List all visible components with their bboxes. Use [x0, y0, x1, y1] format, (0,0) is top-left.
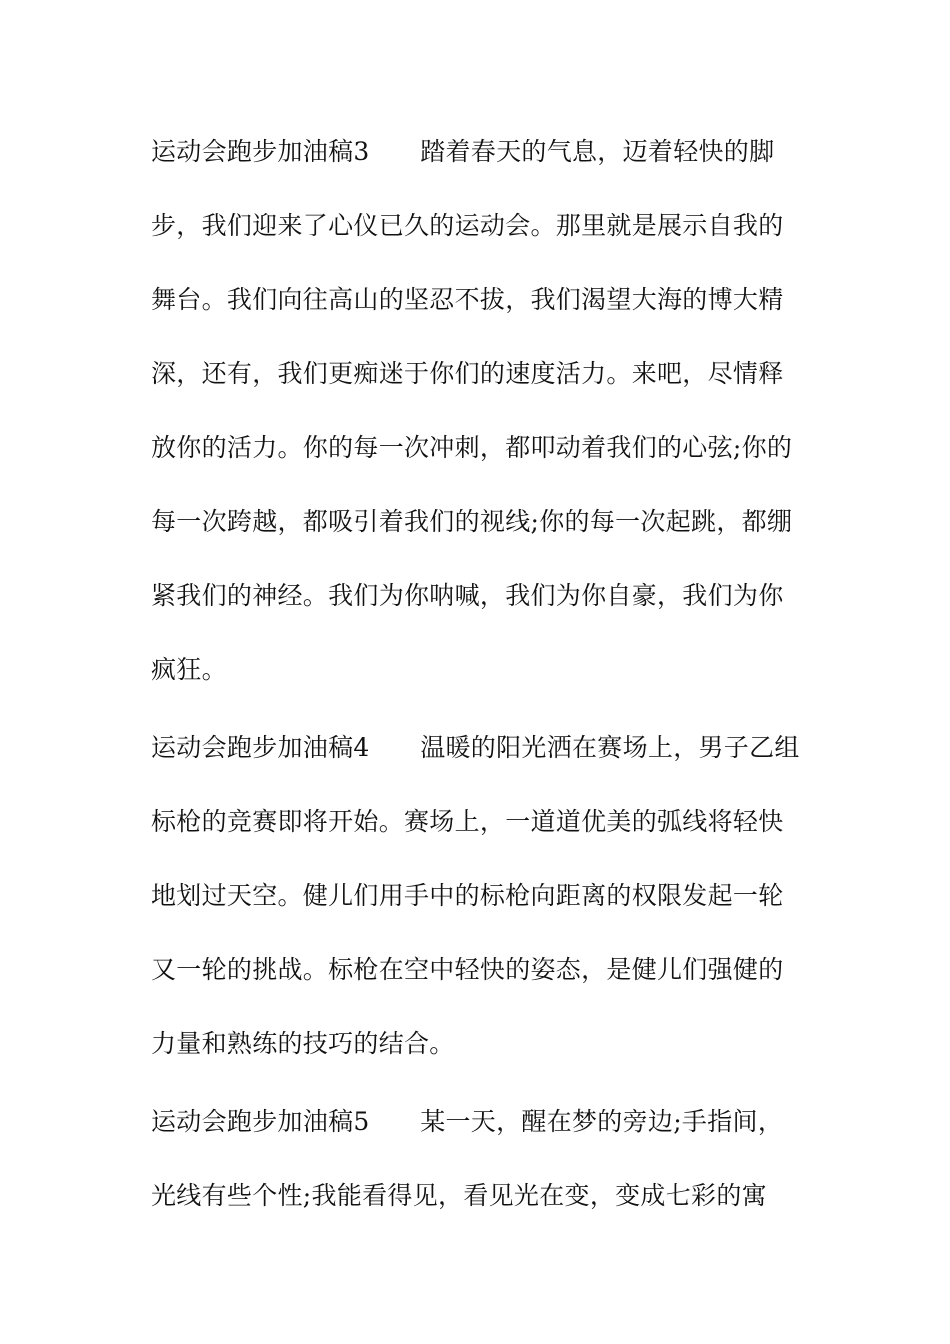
paragraph-line: 又一轮的挑战。标枪在空中轻快的姿态，是健儿们强健的	[151, 955, 784, 984]
paragraph-line: 放你的活力。你的每一次冲刺，都叩动着我们的心弦;你的	[151, 433, 793, 462]
paragraph-line: 紧我们的神经。我们为你呐喊，我们为你自豪，我们为你	[151, 581, 784, 610]
paragraph-line: 运动会跑步加油稿5 某一天，醒在梦的旁边;手指间，	[151, 1107, 784, 1136]
paragraph-line: 每一次跨越，都吸引着我们的视线;你的每一次起跳，都绷	[151, 507, 793, 536]
paragraph-line: 深，还有，我们更痴迷于你们的速度活力。来吧，尽情释	[151, 359, 784, 388]
paragraph-line: 运动会跑步加油稿3 踏着春天的气息，迈着轻快的脚	[151, 137, 775, 166]
paragraph-line: 力量和熟练的技巧的结合。	[151, 1029, 455, 1058]
paragraph-line: 疯狂。	[151, 655, 227, 684]
paragraph-line: 地划过天空。健儿们用手中的标枪向距离的权限发起一轮	[151, 881, 784, 910]
paragraph-line: 光线有些个性;我能看得见，看见光在变，变成七彩的寓	[151, 1181, 767, 1210]
paragraph-line: 运动会跑步加油稿4 温暖的阳光洒在赛场上，男子乙组	[151, 733, 800, 762]
paragraph-line: 标枪的竞赛即将开始。赛场上，一道道优美的弧线将轻快	[151, 807, 784, 836]
paragraph-line: 步，我们迎来了心仪已久的运动会。那里就是展示自我的	[151, 211, 784, 240]
paragraph-line: 舞台。我们向往高山的坚忍不拔，我们渴望大海的博大精	[151, 285, 784, 314]
